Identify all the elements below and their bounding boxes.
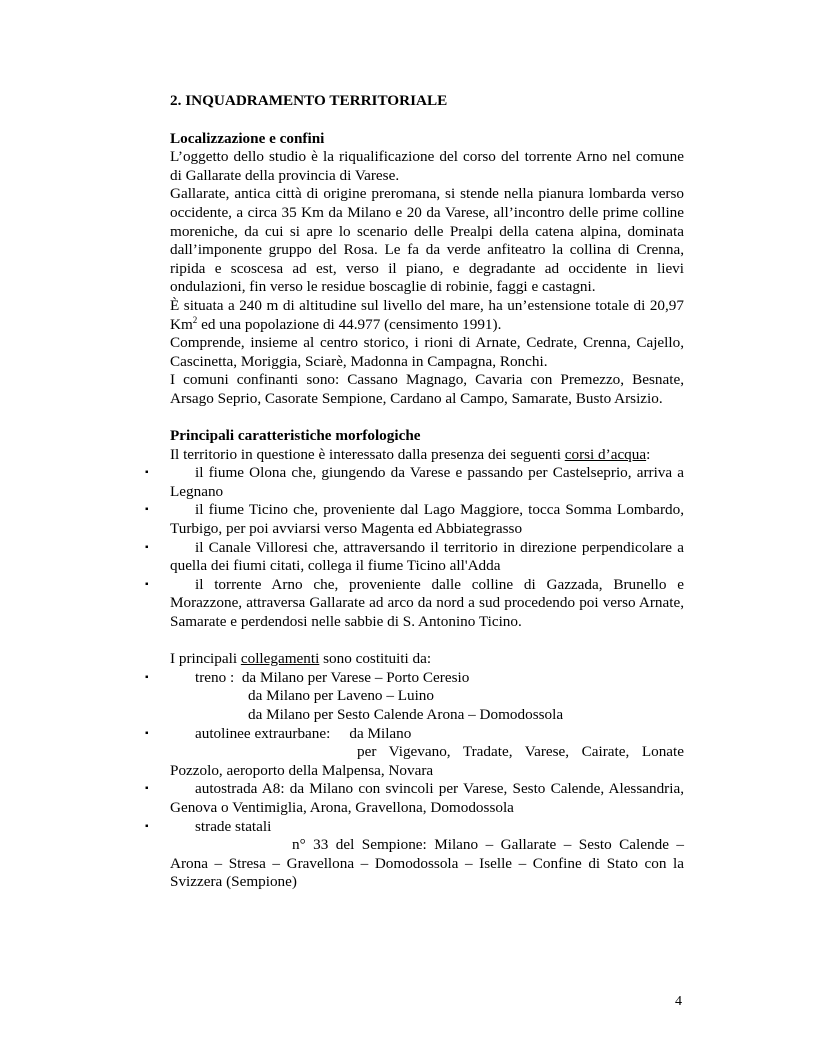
list-item: ▪ il fiume Ticino che, proveniente dal Lago Maggiore, tocca Somma Lombardo, Turbigo, per poi avviarsi verso Magenta ed Abbiategrasso — [145, 501, 684, 538]
bullet-icon: ▪ — [145, 783, 149, 795]
list-item-treno: ▪ treno : da Milano per Varese – Porto Ceresio — [145, 668, 470, 686]
list-item: ▪ il Canale Villoresi che, attraversando il territorio in direzione perpendicolare a quella dei fiumi citati, collega il fiume Ticino all'Adda — [145, 538, 684, 575]
bullet-icon: ▪ — [145, 727, 149, 739]
underlined-term: collegamenti — [240, 650, 320, 668]
paragraph: Il territorio in questione è interessato dalla presenza dei seguenti corsi d’acqua: — [170, 445, 651, 463]
bullet-icon: ▪ — [145, 820, 149, 832]
document-body — [145, 92, 684, 892]
paragraph: I comuni confinanti sono: Cassano Magnago, Cavaria con Premezzo, Besnate, Arsago Seprio, Casorate Sempione, Cardano al Campo, Samarate, Busto Arsizio. — [170, 371, 684, 407]
treno-line: da Milano per Sesto Calende Arona – Domodossola — [248, 706, 564, 723]
page-number: 4 — [675, 994, 682, 1009]
paragraph: Comprende, insieme al centro storico, i rioni di Arnate, Cedrate, Crenna, Cajello, Cascinetta, Moriggia, Sciarè, Madonna in Campagna, Ronchi. — [170, 334, 684, 370]
paragraph: I principali collegamenti sono costituiti da: — [170, 650, 432, 668]
underlined-term: corsi d’acqua — [564, 445, 647, 463]
bullet-icon: ▪ — [145, 578, 149, 590]
bullet-icon: ▪ — [145, 467, 149, 479]
bullet-icon: ▪ — [145, 541, 149, 553]
list-item: ▪ il fiume Olona che, giungendo da Varese e passando per Castelseprio, arriva a Legnano — [145, 464, 684, 500]
section-localizzazione — [170, 130, 684, 409]
list-item-autolinee: ▪ autolinee extraurbane: da Milano — [145, 724, 412, 742]
list-item-strade: ▪ strade statali — [145, 817, 272, 835]
section-title: 2. INQUADRAMENTO TERRITORIALE — [170, 92, 448, 109]
list-item: ▪ il torrente Arno che, proveniente dalle colline di Gazzada, Brunello e Morazzone, attraversa Gallarate ad arco da nord a sud procedendo poi verso Arnate, Samarate e perdendosi nelle sabbie di S. Antonino Ticino. — [145, 575, 684, 631]
bullet-icon: ▪ — [145, 671, 149, 683]
bullet-icon: ▪ — [145, 504, 149, 516]
section-collegamenti — [145, 650, 684, 892]
paragraph: Gallarate, antica città di origine preromana, si stende nella pianura lombarda verso occidente, a circa 35 Km da Milano e 20 da Varese, all’incontro delle prime colline moreniche, da cui si apre lo scenario delle Prealpi della catena alpina, dominata dall’imponente gruppo del Rosa. Le fa da verde anfiteatro la collina di Crenna, ripida e scoscesa ad est, verso il piano, e degradante ad occidente in lievi ondulazioni, fin verso le residue boscaglie di robinie, faggi e castagni. — [170, 185, 684, 296]
treno-line: da Milano per Laveno – Luino — [248, 687, 434, 705]
list-item-autostrada: ▪ autostrada A8: da Milano con svincoli per Varese, Sesto Calende, Alessandria, Genova o Ventimiglia, Arona, Gravellona, Domodossola — [145, 780, 684, 816]
heading-morfologia: Principali caratteristiche morfologiche — [170, 427, 421, 445]
section-morfologia — [145, 427, 684, 632]
paragraph-altitude: È situata a 240 m di altitudine sul livello del mare, ha un’estensione totale di 20,97 Km$^2$ ed una popolazione di 44.977 (censimento 1991). — [170, 296, 684, 333]
paragraph: L’oggetto dello studio è la riqualificazione del corso del torrente Arno nel comune di Gallarate della provincia di Varese. — [170, 148, 684, 184]
autolinee-destinations: per Vigevano, Tradate, Varese, Cairate, Lonate Pozzolo, aeroporto della Malpensa, Novara — [170, 743, 684, 779]
strade-description: n° 33 del Sempione: Milano – Gallarate – Sesto Calende – Arona – Stresa – Gravellona – Domodossola – Iselle – Confine di Stato con la Svizzera (Sempione) — [170, 836, 684, 891]
heading-localizzazione: Localizzazione e confini — [170, 129, 325, 147]
